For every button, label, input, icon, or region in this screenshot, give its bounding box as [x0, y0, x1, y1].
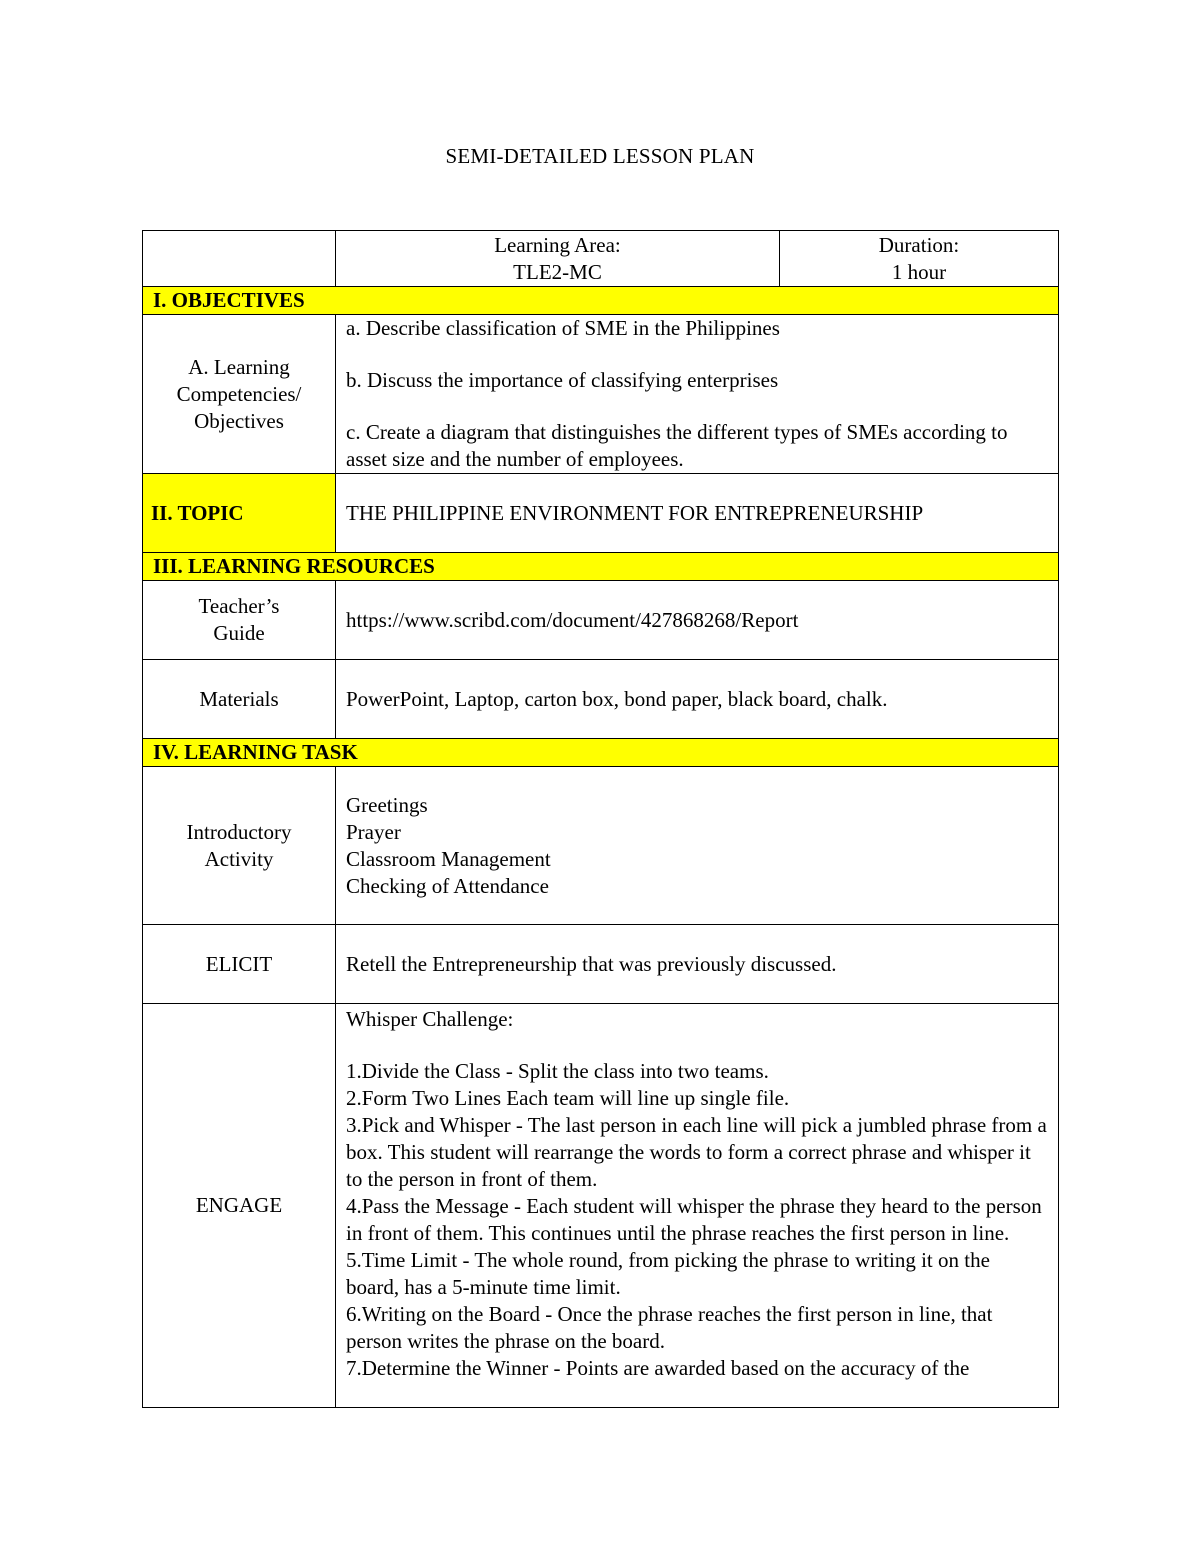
learning-area-cell: [336, 231, 780, 287]
engage-label: ENGAGE: [143, 1004, 336, 1408]
engage-step: 7.Determine the Winner - Points are awarded based on the accuracy of the: [346, 1356, 970, 1380]
objectives-row: [143, 315, 1059, 474]
elicit-row: [143, 925, 1059, 1004]
objectives-label-line: Objectives: [194, 408, 284, 433]
intro-label-cell: [143, 767, 336, 925]
intro-row: [143, 767, 1059, 925]
topic-row: [143, 474, 1059, 553]
elicit-label: ELICIT: [143, 925, 336, 1004]
intro-item: Prayer: [346, 819, 401, 844]
learning-area-label: Learning Area:: [494, 232, 621, 257]
elicit-value: Retell the Entrepreneurship that was previously discussed.: [336, 925, 1059, 1004]
task-section-row: [143, 739, 1059, 767]
materials-value: PowerPoint, Laptop, carton box, bond paper, black board, chalk.: [336, 660, 1059, 739]
duration-cell: [780, 231, 1059, 287]
resources-section-row: [143, 553, 1059, 581]
header-row: [143, 231, 1059, 287]
teachers-guide-label-line: Guide: [213, 621, 265, 645]
engage-step: 5.Time Limit - The whole round, from picking the phrase to writing it on the board, has a 5-minute time limit.: [346, 1248, 990, 1299]
teachers-guide-row: [143, 581, 1059, 660]
objectives-label-line: A. Learning: [188, 354, 290, 379]
lesson-plan-table: [142, 230, 1059, 1408]
engage-step: 2.Form Two Lines Each team will line up single file.: [346, 1086, 790, 1110]
task-section-title: IV. LEARNING TASK: [143, 739, 1059, 767]
engage-row: [143, 1004, 1059, 1408]
intro-label-line: Introductory: [186, 819, 292, 844]
document-title: SEMI-DETAILED LESSON PLAN: [445, 144, 755, 168]
learning-area-value: TLE2-MC: [513, 259, 602, 284]
objective-item: b. Discuss the importance of classifying enterprises: [346, 368, 779, 392]
objectives-section-row: [143, 287, 1059, 315]
objectives-section-title: I. OBJECTIVES: [143, 287, 1059, 315]
intro-item: Checking of Attendance: [346, 873, 549, 898]
duration-label: Duration:: [878, 232, 960, 257]
engage-heading: Whisper Challenge:: [346, 1007, 514, 1031]
engage-content-cell: [336, 1004, 1059, 1408]
teachers-guide-value: https://www.scribd.com/document/427868268/Report: [336, 581, 1059, 660]
engage-step: 6.Writing on the Board - Once the phrase reaches the first person in line, that person writes the phrase on the board.: [346, 1302, 993, 1353]
resources-section-title: III. LEARNING RESOURCES: [143, 553, 1059, 581]
objectives-label-line: Competencies/: [176, 381, 302, 406]
engage-step: 1.Divide the Class - Split the class into two teams.: [346, 1059, 769, 1083]
intro-item: Classroom Management: [346, 846, 551, 871]
objectives-label-cell: [143, 315, 336, 474]
intro-item: Greetings: [346, 792, 428, 817]
materials-row: [143, 660, 1059, 739]
teachers-guide-label-cell: [143, 581, 336, 660]
intro-content-cell: [336, 767, 1059, 925]
topic-value: THE PHILIPPINE ENVIRONMENT FOR ENTREPRENEURSHIP: [336, 474, 1059, 553]
teachers-guide-label-line: Teacher’s: [198, 594, 280, 618]
engage-step: 3.Pick and Whisper - The last person in each line will pick a jumbled phrase from a box. This student will rearrange the words to form a correct phrase and whisper it to the person in front of them.: [346, 1113, 1047, 1191]
header-empty-cell: [143, 231, 336, 287]
objective-item: c. Create a diagram that distinguishes the different types of SMEs according to asset size and the number of employees.: [346, 420, 1008, 471]
duration-value: 1 hour: [891, 259, 947, 284]
objectives-content-cell: [336, 315, 1059, 474]
intro-label-line: Activity: [204, 846, 274, 871]
materials-label: Materials: [143, 660, 336, 739]
topic-label: II. TOPIC: [143, 474, 336, 553]
objective-item: a. Describe classification of SME in the Philippines: [346, 316, 780, 340]
engage-step: 4.Pass the Message - Each student will whisper the phrase they heard to the person in front of them. This continues until the phrase reaches the first person in line.: [346, 1194, 1042, 1245]
